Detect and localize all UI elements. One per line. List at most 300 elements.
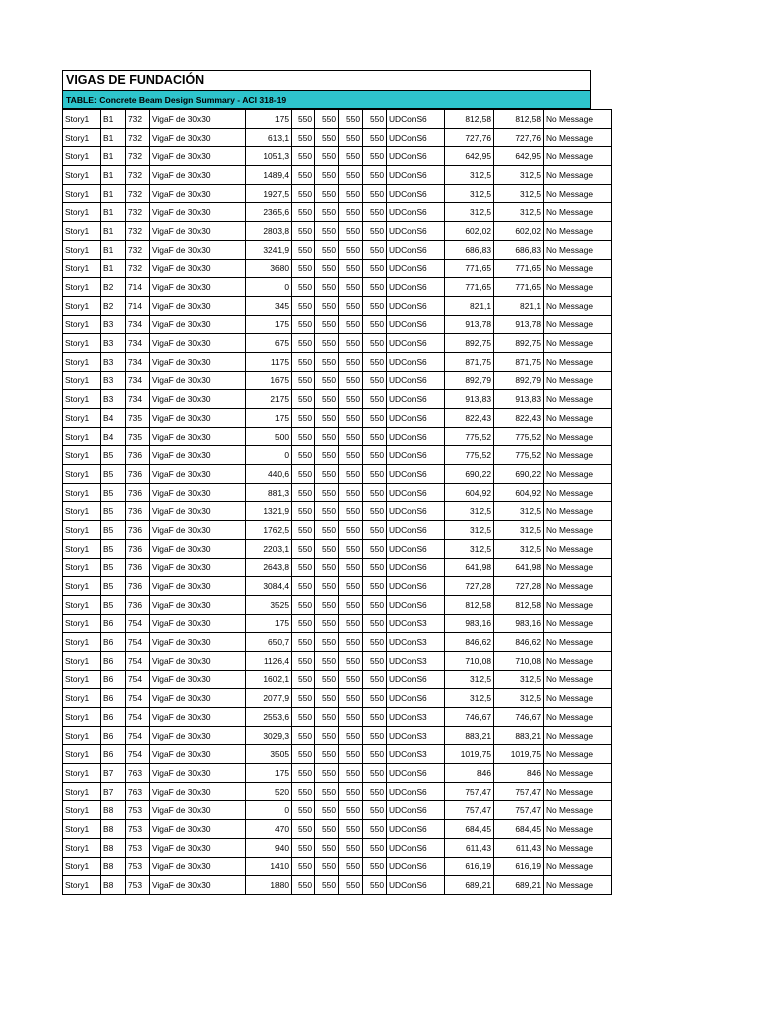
label-cell: B5	[101, 577, 126, 596]
unique-name-cell: 714	[126, 278, 150, 297]
value-cell: 550	[339, 633, 363, 652]
station-cell: 345	[246, 296, 292, 315]
station-cell: 2365,6	[246, 203, 292, 222]
station-cell: 175	[246, 409, 292, 428]
station-cell: 650,7	[246, 633, 292, 652]
area-cell: 312,5	[494, 689, 544, 708]
value-cell: 550	[315, 726, 339, 745]
combo-cell: UDConS6	[387, 465, 445, 484]
value-cell: 550	[339, 427, 363, 446]
combo-cell: UDConS6	[387, 278, 445, 297]
value-cell: 550	[292, 558, 315, 577]
table-row	[63, 110, 612, 129]
area-cell: 871,75	[445, 352, 494, 371]
area-cell: 710,08	[445, 651, 494, 670]
message-cell: No Message	[544, 465, 612, 484]
value-cell: 550	[315, 222, 339, 241]
message-cell: No Message	[544, 352, 612, 371]
label-cell: B8	[101, 838, 126, 857]
value-cell: 550	[363, 670, 387, 689]
value-cell: 550	[363, 390, 387, 409]
combo-cell: UDConS6	[387, 409, 445, 428]
message-cell: No Message	[544, 745, 612, 764]
combo-cell: UDConS6	[387, 352, 445, 371]
message-cell: No Message	[544, 820, 612, 839]
table-row	[63, 838, 612, 857]
value-cell: 550	[363, 689, 387, 708]
area-cell: 775,52	[445, 446, 494, 465]
area-cell: 641,98	[445, 558, 494, 577]
label-cell: B1	[101, 147, 126, 166]
area-cell: 983,16	[494, 614, 544, 633]
message-cell: No Message	[544, 521, 612, 540]
unique-name-cell: 732	[126, 128, 150, 147]
value-cell: 550	[292, 857, 315, 876]
label-cell: B1	[101, 222, 126, 241]
label-cell: B1	[101, 240, 126, 259]
value-cell: 550	[315, 278, 339, 297]
story-cell: Story1	[63, 782, 101, 801]
table-row	[63, 147, 612, 166]
value-cell: 550	[315, 334, 339, 353]
section-cell: VigaF de 30x30	[150, 689, 246, 708]
message-cell: No Message	[544, 259, 612, 278]
label-cell: B5	[101, 521, 126, 540]
combo-cell: UDConS6	[387, 315, 445, 334]
section-cell: VigaF de 30x30	[150, 502, 246, 521]
value-cell: 550	[292, 689, 315, 708]
value-cell: 550	[339, 595, 363, 614]
unique-name-cell: 763	[126, 764, 150, 783]
table-row	[63, 782, 612, 801]
value-cell: 550	[339, 782, 363, 801]
value-cell: 550	[315, 352, 339, 371]
area-cell: 821,1	[445, 296, 494, 315]
value-cell: 550	[292, 764, 315, 783]
section-cell: VigaF de 30x30	[150, 521, 246, 540]
section-cell: VigaF de 30x30	[150, 371, 246, 390]
value-cell: 550	[315, 764, 339, 783]
label-cell: B6	[101, 651, 126, 670]
value-cell: 550	[339, 764, 363, 783]
story-cell: Story1	[63, 352, 101, 371]
value-cell: 550	[315, 147, 339, 166]
combo-cell: UDConS6	[387, 334, 445, 353]
section-cell: VigaF de 30x30	[150, 764, 246, 783]
value-cell: 550	[315, 857, 339, 876]
area-cell: 983,16	[445, 614, 494, 633]
value-cell: 550	[339, 446, 363, 465]
story-cell: Story1	[63, 521, 101, 540]
unique-name-cell: 763	[126, 782, 150, 801]
area-cell: 642,95	[445, 147, 494, 166]
story-cell: Story1	[63, 147, 101, 166]
value-cell: 550	[292, 539, 315, 558]
story-cell: Story1	[63, 595, 101, 614]
value-cell: 550	[363, 857, 387, 876]
table-row	[63, 614, 612, 633]
station-cell: 1675	[246, 371, 292, 390]
message-cell: No Message	[544, 334, 612, 353]
value-cell: 550	[363, 838, 387, 857]
area-cell: 913,83	[494, 390, 544, 409]
table-row	[63, 689, 612, 708]
label-cell: B2	[101, 296, 126, 315]
section-cell: VigaF de 30x30	[150, 427, 246, 446]
unique-name-cell: 736	[126, 446, 150, 465]
label-cell: B6	[101, 633, 126, 652]
area-cell: 1019,75	[494, 745, 544, 764]
value-cell: 550	[339, 502, 363, 521]
area-cell: 913,78	[445, 315, 494, 334]
section-cell: VigaF de 30x30	[150, 352, 246, 371]
table-row	[63, 166, 612, 185]
message-cell: No Message	[544, 427, 612, 446]
value-cell: 550	[339, 128, 363, 147]
value-cell: 550	[315, 259, 339, 278]
value-cell: 550	[339, 708, 363, 727]
table-row	[63, 222, 612, 241]
section-cell: VigaF de 30x30	[150, 820, 246, 839]
combo-cell: UDConS3	[387, 633, 445, 652]
label-cell: B5	[101, 539, 126, 558]
table-row	[63, 427, 612, 446]
area-cell: 892,79	[494, 371, 544, 390]
unique-name-cell: 714	[126, 296, 150, 315]
value-cell: 550	[363, 745, 387, 764]
section-cell: VigaF de 30x30	[150, 633, 246, 652]
unique-name-cell: 732	[126, 240, 150, 259]
area-cell: 312,5	[494, 539, 544, 558]
station-cell: 3241,9	[246, 240, 292, 259]
unique-name-cell: 732	[126, 203, 150, 222]
section-cell: VigaF de 30x30	[150, 222, 246, 241]
value-cell: 550	[292, 820, 315, 839]
story-cell: Story1	[63, 502, 101, 521]
value-cell: 550	[339, 390, 363, 409]
table-row	[63, 278, 612, 297]
value-cell: 550	[339, 203, 363, 222]
area-cell: 913,78	[494, 315, 544, 334]
message-cell: No Message	[544, 240, 612, 259]
station-cell: 175	[246, 764, 292, 783]
area-cell: 775,52	[494, 446, 544, 465]
area-cell: 312,5	[494, 166, 544, 185]
story-cell: Story1	[63, 390, 101, 409]
value-cell: 550	[315, 166, 339, 185]
message-cell: No Message	[544, 184, 612, 203]
area-cell: 757,47	[494, 801, 544, 820]
value-cell: 550	[292, 782, 315, 801]
value-cell: 550	[339, 352, 363, 371]
unique-name-cell: 754	[126, 726, 150, 745]
section-cell: VigaF de 30x30	[150, 876, 246, 895]
table-row	[63, 876, 612, 895]
value-cell: 550	[363, 427, 387, 446]
station-cell: 3525	[246, 595, 292, 614]
label-cell: B5	[101, 502, 126, 521]
value-cell: 550	[363, 352, 387, 371]
combo-cell: UDConS6	[387, 764, 445, 783]
combo-cell: UDConS6	[387, 259, 445, 278]
station-cell: 1927,5	[246, 184, 292, 203]
label-cell: B7	[101, 764, 126, 783]
value-cell: 550	[339, 409, 363, 428]
area-cell: 757,47	[494, 782, 544, 801]
sheet-title: VIGAS DE FUNDACIÓN	[62, 70, 591, 90]
value-cell: 550	[292, 390, 315, 409]
value-cell: 550	[339, 577, 363, 596]
section-cell: VigaF de 30x30	[150, 838, 246, 857]
label-cell: B3	[101, 352, 126, 371]
combo-cell: UDConS6	[387, 390, 445, 409]
area-cell: 883,21	[445, 726, 494, 745]
area-cell: 690,22	[445, 465, 494, 484]
value-cell: 550	[363, 315, 387, 334]
value-cell: 550	[339, 465, 363, 484]
value-cell: 550	[292, 166, 315, 185]
story-cell: Story1	[63, 240, 101, 259]
unique-name-cell: 736	[126, 483, 150, 502]
message-cell: No Message	[544, 390, 612, 409]
table-row	[63, 577, 612, 596]
value-cell: 550	[292, 184, 315, 203]
value-cell: 550	[339, 222, 363, 241]
table-row	[63, 857, 612, 876]
value-cell: 550	[315, 801, 339, 820]
area-cell: 312,5	[494, 184, 544, 203]
area-cell: 642,95	[494, 147, 544, 166]
section-cell: VigaF de 30x30	[150, 465, 246, 484]
value-cell: 550	[315, 708, 339, 727]
table-row	[63, 334, 612, 353]
area-cell: 727,76	[445, 128, 494, 147]
value-cell: 550	[315, 296, 339, 315]
label-cell: B3	[101, 390, 126, 409]
value-cell: 550	[292, 633, 315, 652]
area-cell: 312,5	[445, 502, 494, 521]
story-cell: Story1	[63, 689, 101, 708]
message-cell: No Message	[544, 633, 612, 652]
table-row	[63, 633, 612, 652]
table-row	[63, 409, 612, 428]
area-cell: 312,5	[445, 203, 494, 222]
area-cell: 892,75	[445, 334, 494, 353]
message-cell: No Message	[544, 689, 612, 708]
area-cell: 727,76	[494, 128, 544, 147]
value-cell: 550	[339, 334, 363, 353]
combo-cell: UDConS6	[387, 502, 445, 521]
value-cell: 550	[339, 651, 363, 670]
station-cell: 940	[246, 838, 292, 857]
label-cell: B1	[101, 110, 126, 129]
label-cell: B3	[101, 315, 126, 334]
area-cell: 771,65	[494, 278, 544, 297]
station-cell: 470	[246, 820, 292, 839]
area-cell: 689,21	[445, 876, 494, 895]
value-cell: 550	[292, 128, 315, 147]
value-cell: 550	[339, 876, 363, 895]
unique-name-cell: 734	[126, 315, 150, 334]
value-cell: 550	[363, 296, 387, 315]
label-cell: B5	[101, 558, 126, 577]
unique-name-cell: 734	[126, 390, 150, 409]
combo-cell: UDConS6	[387, 539, 445, 558]
area-cell: 312,5	[445, 689, 494, 708]
station-cell: 2175	[246, 390, 292, 409]
area-cell: 616,19	[445, 857, 494, 876]
combo-cell: UDConS6	[387, 670, 445, 689]
unique-name-cell: 732	[126, 110, 150, 129]
message-cell: No Message	[544, 614, 612, 633]
value-cell: 550	[315, 240, 339, 259]
area-cell: 684,45	[494, 820, 544, 839]
value-cell: 550	[292, 838, 315, 857]
area-cell: 771,65	[494, 259, 544, 278]
unique-name-cell: 754	[126, 670, 150, 689]
area-cell: 746,67	[445, 708, 494, 727]
table-row	[63, 745, 612, 764]
story-cell: Story1	[63, 614, 101, 633]
value-cell: 550	[363, 184, 387, 203]
story-cell: Story1	[63, 334, 101, 353]
combo-cell: UDConS6	[387, 483, 445, 502]
message-cell: No Message	[544, 708, 612, 727]
value-cell: 550	[292, 296, 315, 315]
story-cell: Story1	[63, 128, 101, 147]
value-cell: 550	[363, 465, 387, 484]
area-cell: 771,65	[445, 278, 494, 297]
combo-cell: UDConS6	[387, 222, 445, 241]
label-cell: B6	[101, 726, 126, 745]
value-cell: 550	[363, 166, 387, 185]
value-cell: 550	[363, 708, 387, 727]
value-cell: 550	[363, 876, 387, 895]
unique-name-cell: 753	[126, 838, 150, 857]
value-cell: 550	[292, 371, 315, 390]
label-cell: B1	[101, 259, 126, 278]
area-cell: 727,28	[445, 577, 494, 596]
value-cell: 550	[292, 352, 315, 371]
combo-cell: UDConS6	[387, 147, 445, 166]
value-cell: 550	[363, 110, 387, 129]
message-cell: No Message	[544, 446, 612, 465]
area-cell: 312,5	[494, 203, 544, 222]
area-cell: 312,5	[494, 670, 544, 689]
table-row	[63, 726, 612, 745]
area-cell: 1019,75	[445, 745, 494, 764]
unique-name-cell: 736	[126, 521, 150, 540]
value-cell: 550	[363, 820, 387, 839]
label-cell: B8	[101, 857, 126, 876]
area-cell: 602,02	[494, 222, 544, 241]
value-cell: 550	[363, 128, 387, 147]
message-cell: No Message	[544, 539, 612, 558]
story-cell: Story1	[63, 670, 101, 689]
area-cell: 822,43	[445, 409, 494, 428]
message-cell: No Message	[544, 577, 612, 596]
table-row	[63, 708, 612, 727]
value-cell: 550	[292, 278, 315, 297]
section-cell: VigaF de 30x30	[150, 857, 246, 876]
value-cell: 550	[339, 240, 363, 259]
value-cell: 550	[315, 577, 339, 596]
value-cell: 550	[315, 315, 339, 334]
station-cell: 3680	[246, 259, 292, 278]
value-cell: 550	[339, 558, 363, 577]
story-cell: Story1	[63, 166, 101, 185]
value-cell: 550	[292, 446, 315, 465]
value-cell: 550	[363, 371, 387, 390]
table-row	[63, 521, 612, 540]
value-cell: 550	[292, 240, 315, 259]
value-cell: 550	[315, 651, 339, 670]
area-cell: 775,52	[445, 427, 494, 446]
story-cell: Story1	[63, 465, 101, 484]
value-cell: 550	[292, 521, 315, 540]
area-cell: 312,5	[494, 521, 544, 540]
area-cell: 312,5	[445, 670, 494, 689]
unique-name-cell: 736	[126, 502, 150, 521]
table-row	[63, 651, 612, 670]
value-cell: 550	[339, 838, 363, 857]
table-body	[63, 110, 612, 895]
area-cell: 775,52	[494, 427, 544, 446]
value-cell: 550	[339, 315, 363, 334]
section-cell: VigaF de 30x30	[150, 259, 246, 278]
label-cell: B2	[101, 278, 126, 297]
table-row	[63, 296, 612, 315]
value-cell: 550	[363, 203, 387, 222]
section-cell: VigaF de 30x30	[150, 409, 246, 428]
area-cell: 689,21	[494, 876, 544, 895]
value-cell: 550	[292, 427, 315, 446]
section-cell: VigaF de 30x30	[150, 708, 246, 727]
value-cell: 550	[339, 820, 363, 839]
section-cell: VigaF de 30x30	[150, 184, 246, 203]
section-cell: VigaF de 30x30	[150, 595, 246, 614]
value-cell: 550	[339, 521, 363, 540]
section-cell: VigaF de 30x30	[150, 539, 246, 558]
area-cell: 846,62	[445, 633, 494, 652]
story-cell: Story1	[63, 296, 101, 315]
message-cell: No Message	[544, 128, 612, 147]
table-row	[63, 446, 612, 465]
story-cell: Story1	[63, 820, 101, 839]
station-cell: 500	[246, 427, 292, 446]
combo-cell: UDConS6	[387, 128, 445, 147]
value-cell: 550	[315, 390, 339, 409]
table-row	[63, 483, 612, 502]
value-cell: 550	[292, 801, 315, 820]
station-cell: 0	[246, 446, 292, 465]
story-cell: Story1	[63, 857, 101, 876]
station-cell: 1410	[246, 857, 292, 876]
unique-name-cell: 754	[126, 614, 150, 633]
label-cell: B1	[101, 166, 126, 185]
story-cell: Story1	[63, 764, 101, 783]
value-cell: 550	[363, 521, 387, 540]
combo-cell: UDConS3	[387, 726, 445, 745]
area-cell: 727,28	[494, 577, 544, 596]
combo-cell: UDConS6	[387, 782, 445, 801]
table-row	[63, 465, 612, 484]
combo-cell: UDConS6	[387, 446, 445, 465]
story-cell: Story1	[63, 633, 101, 652]
combo-cell: UDConS6	[387, 427, 445, 446]
combo-cell: UDConS3	[387, 708, 445, 727]
message-cell: No Message	[544, 502, 612, 521]
